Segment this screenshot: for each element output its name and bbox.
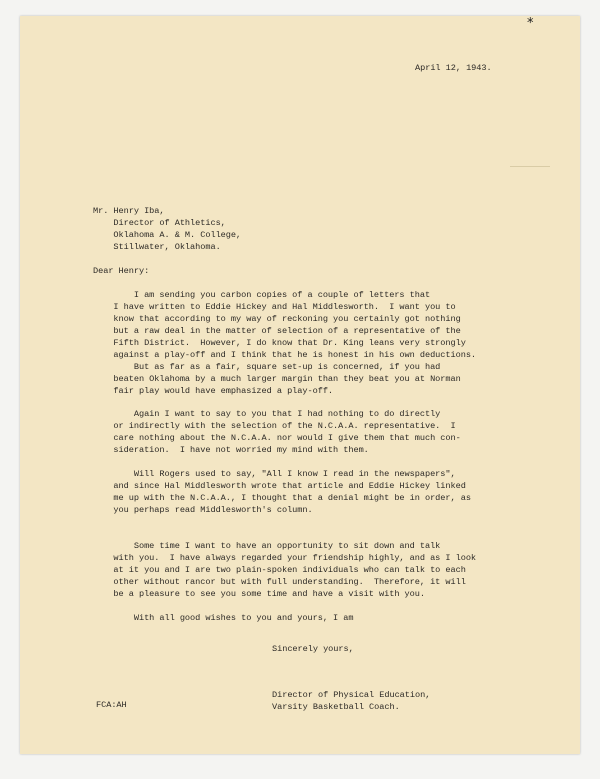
body-paragraph-5: Some time I want to have an opportunity to sit down and talk with you. I have always regarded your friendship highly, and as I look at it you and I are two plain-spoken individuals who can talk to each other without rancor but with full understanding. Therefore, it will be a pleasure to see you some time and have a visit with you. — [113, 541, 477, 599]
letter-date: April 12, 1943. — [415, 63, 492, 73]
handwritten-asterisk-mark: * — [527, 16, 534, 31]
complimentary-closing: Sincerely yours, — [272, 644, 354, 654]
body-paragraph-4: Will Rogers used to say, "All I know I read in the newspapers", and since Hal Middlesworth wrote that article and Eddie Hickey linked me up with the N.C.A.A., I thought that a denial might be in order, as you perhaps read Middlesworth's column. — [113, 469, 471, 515]
body-paragraph-6: With all good wishes to you and yours, I am — [93, 613, 354, 623]
body-paragraph-2: But as far as a fair, square set-up is concerned, if you had beaten Oklahoma by a much larger margin than they beat you at Norman fair play would have emphasized a play-off. — [113, 362, 461, 396]
salutation: Dear Henry: — [93, 266, 150, 276]
inside-address: Mr. Henry Iba, Director of Athletics, Oklahoma A. & M. College, Stillwater, Oklahoma. — [93, 206, 242, 252]
reference-initials: FCA:AH — [96, 700, 127, 710]
margin-tick-mark — [510, 166, 550, 167]
signature-block: Director of Physical Education, Varsity Basketball Coach. — [272, 690, 431, 712]
body-paragraph-3: Again I want to say to you that I had nothing to do directly or indirectly with the selection of the N.C.A.A. representative. I care nothing about the N.C.A.A. nor would I give them that much con- sideration. I have not worried my mind with them. — [113, 409, 461, 455]
body-paragraph-1: I am sending you carbon copies of a couple of letters that I have written to Eddie Hickey and Hal Middlesworth. I want you to know that according to my way of reckoning you certainly got nothing but a raw deal in the matter of selection of a representative of the Fifth District. However, I do know that Dr. King leans very strongly against a play-off and I think that he is honest in his own deductions. — [113, 290, 477, 360]
